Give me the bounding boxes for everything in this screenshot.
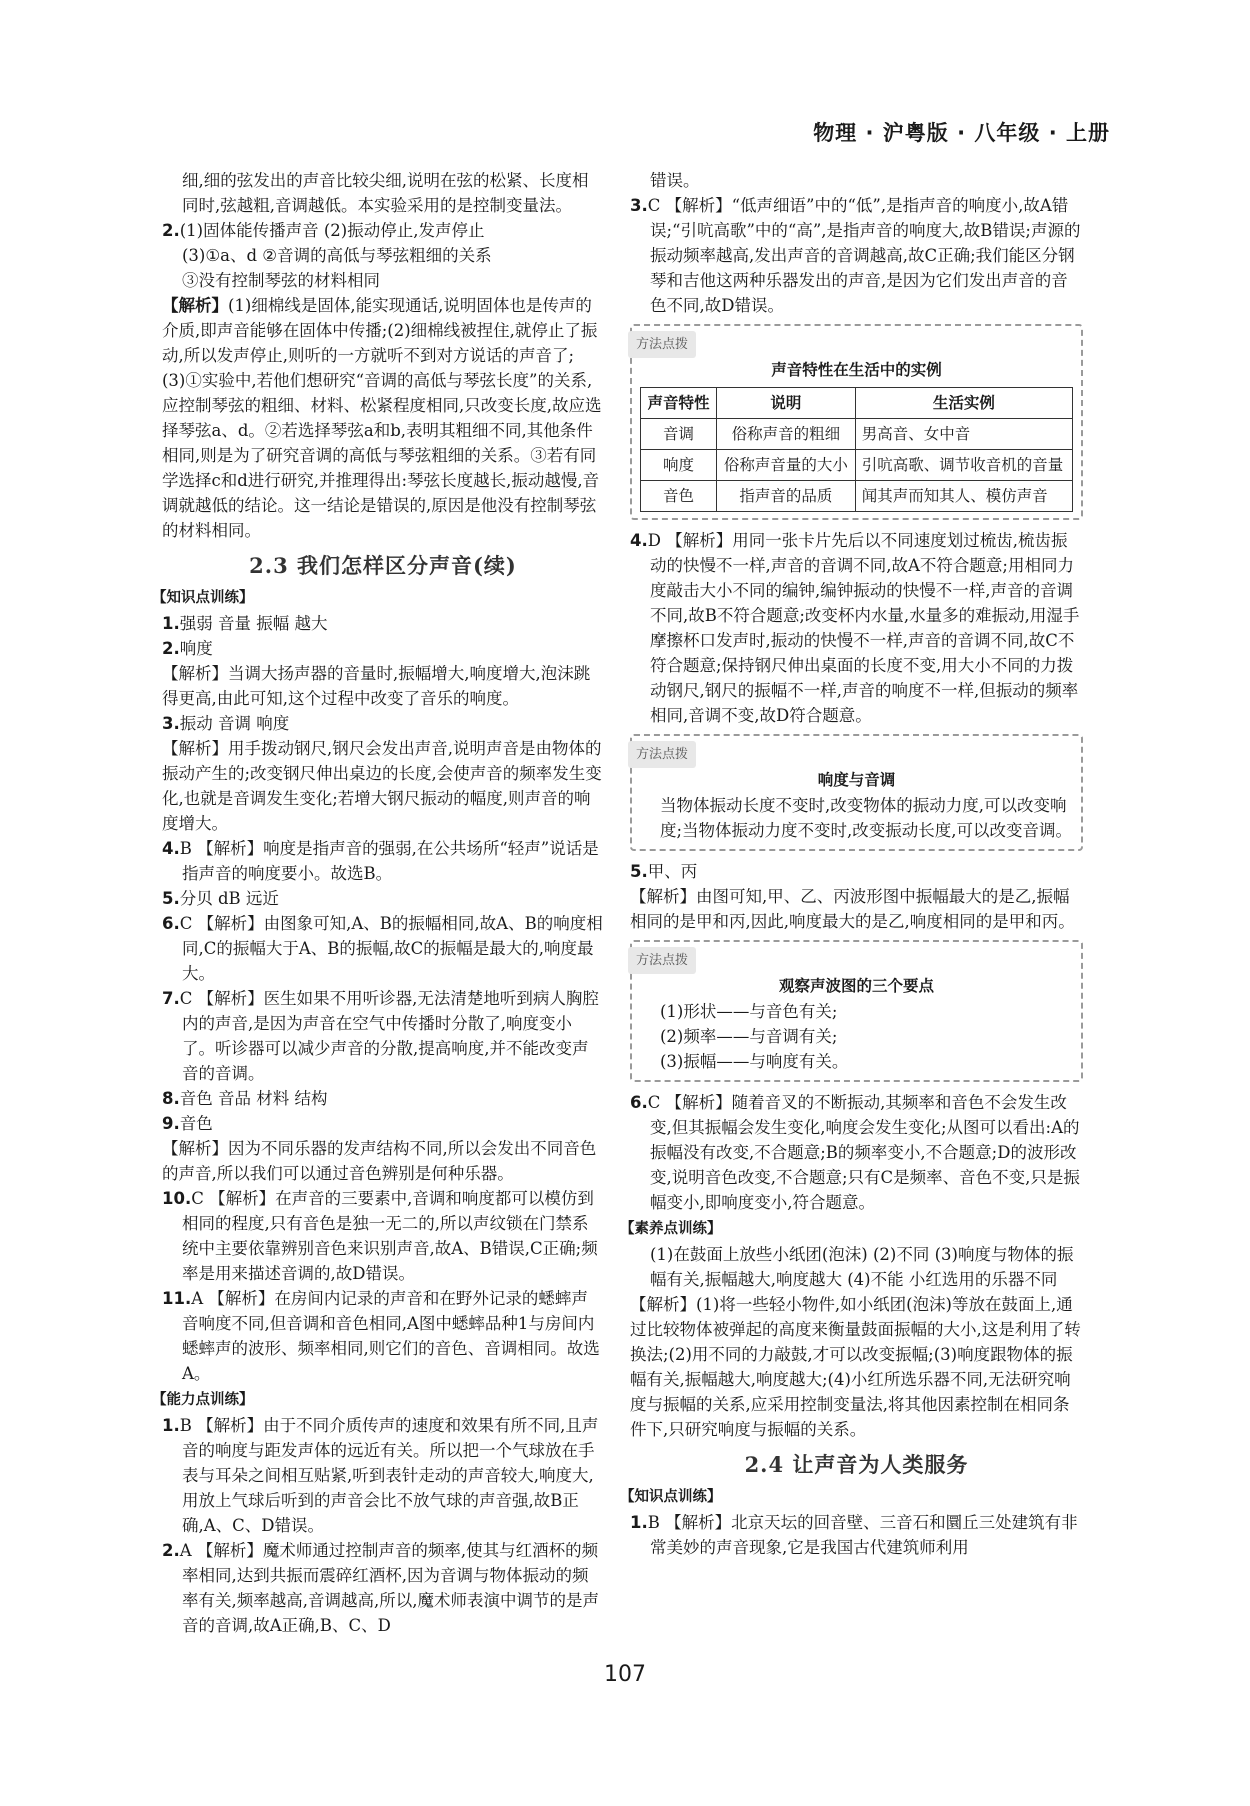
table-row xyxy=(641,419,1073,450)
table-cell: 俗称声音的粗细 xyxy=(716,419,855,450)
method-tip-box xyxy=(630,324,1083,520)
list-item: 【解析】当调大扬声器的音量时,振幅增大,响度增大,泡沫跳得更高,由此可知,这个过程中改变了音乐的响度。 xyxy=(162,664,591,708)
list-item: 9.音色 xyxy=(162,1114,213,1133)
tip-title: 观察声波图的三个要点 xyxy=(778,977,934,995)
list-item: 1.B 【解析】由于不同介质传声的速度和效果有所不同,且声音的响度与距发声体的远近有关。所以把一个气球放在手表与耳朵之间相互贴紧,听到表针走动的声音较大,响度大,用放上气球后听到的声音会比不放气球的声音强,故B正确,A、C、D错误。 xyxy=(162,1416,599,1535)
table-cell: 音调 xyxy=(641,419,717,450)
table-row xyxy=(641,481,1073,512)
method-tip-label: 方法点拨 xyxy=(628,947,696,974)
list-item: 1.强弱 音量 振幅 越大 xyxy=(162,614,328,633)
list-item: 4.B 【解析】响度是指声音的强弱,在公共场所“轻声”说话是指声音的响度要小。故选B。 xyxy=(162,839,599,883)
method-tip-label: 方法点拨 xyxy=(628,331,696,358)
list-item: 7.C 【解析】医生如果不用听诊器,无法清楚地听到病人胸腔内的声音,是因为声音在空气中传播时分散了,响度变小了。听诊器可以减少声音的分散,提高响度,并不能改变声音的音调。 xyxy=(162,989,599,1083)
list-item: 2.A 【解析】魔术师通过控制声音的频率,使其与红酒杯的频率相同,达到共振而震碎红酒杯,因为音调与物体振动的频率有关,频率越高,音调越高,所以,魔术师表演中调节的是声音的音调,故A正确,B、C、D xyxy=(162,1541,599,1635)
sound-characteristics-table xyxy=(640,387,1073,512)
section-title-2-4: 2.4 让声音为人类服务 xyxy=(744,1452,969,1477)
table-cell: 引吭高歌、调节收音机的音量 xyxy=(855,450,1072,481)
method-tip-box xyxy=(630,940,1083,1082)
knowledge-label: 【知识点训练】 xyxy=(152,590,254,606)
table-cell: 音色 xyxy=(641,481,717,512)
literacy-answer: (1)在鼓面上放些小纸团(泡沫) (2)不同 (3)响度与物体的振幅有关,振幅越大,响度越大 (4)不能 小红选用的乐器不同 xyxy=(650,1245,1074,1289)
list-item: 3.振动 音调 响度 xyxy=(162,714,290,733)
question-3: 3.C 【解析】“低声细语”中的“低”,是指声音的响度小,故A错误;“引吭高歌”中的“高”,是指声音的响度大,故B错误;声源的振动频率越高,发出声音的音调越高,故C正确;我们能区分钢琴和吉他这两种乐器发出的声音,是因为它们发出声音的音色不同,故D错误。 xyxy=(630,196,1081,315)
table-cell: 俗称声音量的大小 xyxy=(716,450,855,481)
table-header-row xyxy=(641,388,1073,419)
tip-line: (2)频率——与音调有关; xyxy=(660,1027,838,1046)
table-row xyxy=(641,450,1073,481)
list-item: 8.音色 音品 材料 结构 xyxy=(162,1089,328,1108)
section-title-2-3: 2.3 我们怎样区分声音(续) xyxy=(249,553,517,578)
method-tip-box xyxy=(630,734,1083,851)
list-item: 5.分贝 dB 远近 xyxy=(162,889,279,908)
table-header: 说明 xyxy=(716,388,855,419)
table-title: 声音特性在生活中的实例 xyxy=(771,361,942,379)
right-column xyxy=(620,168,1083,1560)
method-tip-label: 方法点拨 xyxy=(628,741,696,768)
table-cell: 响度 xyxy=(641,450,717,481)
knowledge-list xyxy=(162,611,604,1386)
list-item: 10.C 【解析】在声音的三要素中,音调和响度都可以模仿到相同的程度,只有音色是独一无二的,所以声纹锁在门禁系统中主要依靠辨别音色来识别声音,故A、B错误,C正确;频率是用来描述音调的,故D错误。 xyxy=(162,1189,598,1283)
literacy-explanation: 【解析】(1)将一些轻小物件,如小纸团(泡沫)等放在鼓面上,通过比较物体被弹起的高度来衡量鼓面振幅的大小,这是利用了转换法;(2)用不同的力敲鼓,才可以改变振幅;(3)响度跟物体的振幅有关,振幅越大,响度越大;(4)小红所选乐器不同,无法研究响度与振幅的关系,应采用控制变量法,将其他因素控制在相同条件下,只研究响度与振幅的关系。 xyxy=(630,1295,1081,1439)
page-header: 物理 · 沪粤版 · 八年级 · 上册 xyxy=(813,121,1110,145)
ability-label: 【能力点训练】 xyxy=(152,1392,254,1408)
table-cell: 男高音、女中音 xyxy=(855,419,1072,450)
continued-text: 错误。 xyxy=(650,171,700,190)
literacy-label: 【素养点训练】 xyxy=(620,1221,722,1237)
list-item: 【解析】因为不同乐器的发声结构不同,所以会发出不同音色的声音,所以我们可以通过音色辨别是何种乐器。 xyxy=(162,1139,597,1183)
tip-line: (1)形状——与音色有关; xyxy=(660,1002,838,1021)
question-1: 1.B 【解析】北京天坛的回音壁、三音石和圜丘三处建筑有非常美妙的声音现象,它是我国古代建筑师利用 xyxy=(630,1513,1078,1557)
tip-title: 响度与音调 xyxy=(817,771,896,789)
question-5-explanation: 【解析】由图可知,甲、乙、丙波形图中振幅最大的是乙,振幅相同的是甲和丙,因此,响度最大的是乙,响度相同的是甲和丙。 xyxy=(630,887,1075,931)
left-column xyxy=(152,168,604,1638)
page-number: 107 xyxy=(604,1662,646,1687)
question-2: 2.(1)固体能传播声音 (2)振动停止,发声停止 xyxy=(162,221,485,240)
continued-text: 细,细的弦发出的声音比较尖细,说明在弦的松紧、长度相同时,弦越粗,音调越低。本实验采用的是控制变量法。 xyxy=(182,171,589,215)
table-header: 声音特性 xyxy=(641,388,717,419)
knowledge-label: 【知识点训练】 xyxy=(620,1489,722,1505)
question-6: 6.C 【解析】随着音叉的不断振动,其频率和音色不会发生改变,但其振幅会发生变化,响度会发生变化;从图可以看出:A的振幅没有改变,不合题意;B的频率变小,不合题意;D的波形改变,说明音色改变,不合题意;只有C是频率、音色不变,只是振幅变小,即响度变小,符合题意。 xyxy=(630,1093,1080,1212)
question-5: 5.甲、丙 xyxy=(630,862,698,881)
question-4: 4.D 【解析】用同一张卡片先后以不同速度划过梳齿,梳齿振动的快慢不一样,声音的音调不同,故A不符合题意;用相同力度敲击大小不同的编钟,编钟振动的快慢不一样,声音的音调不同,故B不符合题意;改变杯内水量,水量多的难振动,用湿手摩擦杯口发声时,振动的快慢不一样,声音的音调不同,故C不符合题意;保持钢尺伸出桌面的长度不变,用大小不同的力拨动钢尺,钢尺的振幅不一样,声音的响度不一样,但振动的频率相同,音调不变,故D符合题意。 xyxy=(630,531,1080,725)
tip-body: 当物体振动长度不变时,改变物体的振动力度,可以改变响度;当物体振动力度不变时,改变振动长度,可以改变音调。 xyxy=(660,796,1073,840)
list-item: 6.C 【解析】由图象可知,A、B的振幅相同,故A、B的响度相同,C的振幅大于A、B的振幅,故C的振幅是最大的,响度最大。 xyxy=(162,914,603,983)
question-2-line-b: (3)①a、d ②音调的高低与琴弦粗细的关系 xyxy=(182,246,492,265)
list-item: 2.响度 xyxy=(162,639,213,658)
question-2-explanation: 【解析】(1)细棉线是固体,能实现通话,说明固体也是传声的介质,即声音能够在固体中传播;(2)细棉线被捏住,就停止了振动,所以发声停止,则听的一方就听不到对方说话的声音了;(3)①实验中,若他们想研究“音调的高低与琴弦长度”的关系,应控制琴弦的粗细、材料、松紧程度相同,只改变长度,故应选择琴弦a、d。②若选择琴弦a和b,表明其粗细不同,其他条件相同,则是为了研究音调的高低与琴弦粗细的关系。③若有同学选择c和d进行研究,并推理得出:琴弦长度越长,振动越慢,音调就越低的结论。这一结论是错误的,原因是他没有控制琴弦的材料相同。 xyxy=(162,296,602,540)
table-header: 生活实例 xyxy=(855,388,1072,419)
table-cell: 指声音的品质 xyxy=(716,481,855,512)
question-2-line-c: ③没有控制琴弦的材料相同 xyxy=(182,271,380,290)
list-item: 【解析】用手拨动钢尺,钢尺会发出声音,说明声音是由物体的振动产生的;改变钢尺伸出桌边的长度,会使声音的频率发生变化,也就是音调发生变化;若增大钢尺振动的幅度,则声音的响度增大。 xyxy=(162,739,602,833)
list-item: 11.A 【解析】在房间内记录的声音和在野外记录的蟋蟀声音响度不同,但音调和音色相同,A图中蟋蟀品种1与房间内蟋蟀声的波形、频率相同,则它们的音色、音调相同。故选A。 xyxy=(162,1289,600,1383)
tip-line: (3)振幅——与响度有关。 xyxy=(660,1052,849,1071)
table-cell: 闻其声而知其人、模仿声音 xyxy=(855,481,1072,512)
